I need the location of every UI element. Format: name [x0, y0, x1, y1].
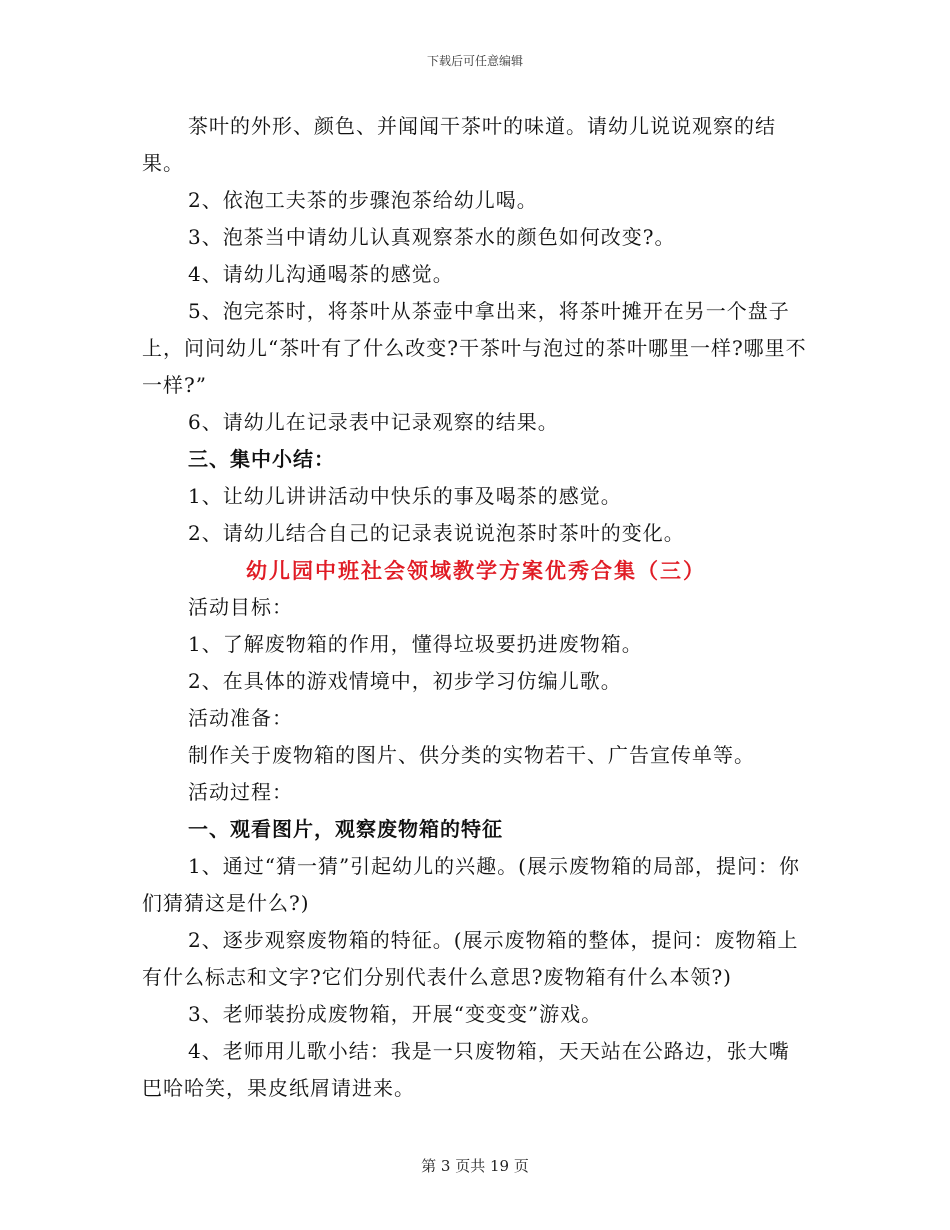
paragraph: 2、逐步观察废物箱的特征。(展示废物箱的整体，提问：废物箱上有什么标志和文字?它们分别代表什么意思?废物箱有什么本领?)	[142, 928, 799, 989]
paragraph: 活动过程：	[188, 780, 293, 804]
paragraph: 3、老师装扮成废物箱，开展“变变变”游戏。	[188, 1002, 603, 1026]
paragraph: 3、泡茶当中请幼儿认真观察茶水的颜色如何改变?。	[188, 225, 676, 249]
document-title: 幼儿园中班社会领域教学方案优秀合集（三）	[246, 558, 706, 583]
paragraph: 制作关于废物箱的图片、供分类的实物若干、广告宣传单等。	[188, 743, 755, 767]
paragraph: 1、通过“猜一猜”引起幼儿的兴趣。(展示废物箱的局部，提问：你们猜猜这是什么?)	[142, 854, 800, 915]
section-heading: 三、集中小结：	[188, 447, 335, 471]
paragraph: 茶叶的外形、颜色、并闻闻干茶叶的味道。请幼儿说说观察的结果。	[142, 114, 776, 175]
paragraph: 活动目标：	[188, 595, 293, 619]
paragraph: 1、让幼儿讲讲活动中快乐的事及喝茶的感觉。	[188, 484, 622, 508]
page-header: 下载后可任意编辑	[426, 54, 523, 68]
document-body	[142, 108, 810, 1107]
paragraph: 2、在具体的游戏情境中，初步学习仿编儿歌。	[188, 669, 622, 693]
paragraph: 1、了解废物箱的作用，懂得垃圾要扔进废物箱。	[188, 632, 643, 656]
paragraph: 4、老师用儿歌小结：我是一只废物箱，天天站在公路边，张大嘴巴哈哈笑，果皮纸屑请进来。	[142, 1039, 790, 1100]
section-heading: 一、观看图片，观察废物箱的特征	[188, 817, 503, 841]
paragraph: 4、请幼儿沟通喝茶的感觉。	[188, 262, 454, 286]
paragraph: 2、依泡工夫茶的步骤泡茶给幼儿喝。	[188, 188, 538, 212]
paragraph: 2、请幼儿结合自己的记录表说说泡茶时茶叶的变化。	[188, 521, 685, 545]
page-footer: 第 3 页共 19 页	[421, 1157, 529, 1175]
paragraph: 6、请幼儿在记录表中记录观察的结果。	[188, 410, 559, 434]
paragraph: 活动准备：	[188, 706, 293, 730]
paragraph: 5、泡完茶时，将茶叶从茶壶中拿出来，将茶叶摊开在另一个盘子上，问问幼儿“茶叶有了什么改变?干茶叶与泡过的茶叶哪里一样?哪里不一样?”	[142, 299, 807, 397]
